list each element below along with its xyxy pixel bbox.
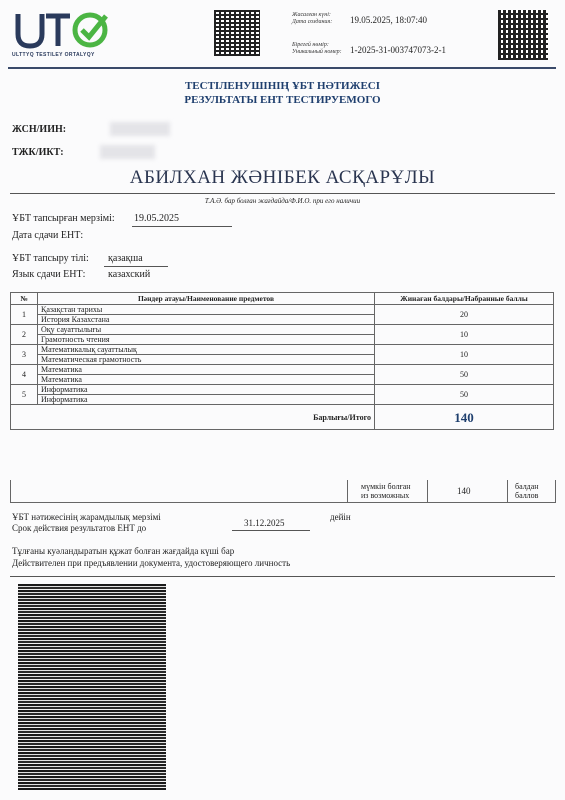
row-subject-kz: Информатика xyxy=(38,385,375,395)
table-row xyxy=(11,305,554,315)
exam-lang-value-kz: қазақша xyxy=(108,253,143,264)
points-label-kz: балдан xyxy=(515,482,539,491)
note-kz: Тұлғаны куәландыратын құжат болған жағдайда күші бар xyxy=(12,546,235,556)
created-value: 19.05.2025, 18:07:40 xyxy=(350,15,428,25)
row-score: 50 xyxy=(375,365,554,385)
total-value: 140 xyxy=(375,405,554,430)
points-label-ru: баллов xyxy=(515,491,539,500)
col-score-header: Жинаған балдары/Набранные баллы xyxy=(375,293,554,305)
created-block xyxy=(292,12,492,26)
logo-caption: ULTTYQ TESTILEY ORTALYQY xyxy=(12,52,95,58)
row-num: 3 xyxy=(11,345,38,365)
qr-code-top-left xyxy=(214,10,260,56)
number-value: 1-2025-31-003747073-2-1 xyxy=(350,45,446,55)
full-name: АБИЛХАН ЖӘНІБЕК АСҚАРҰЛЫ xyxy=(129,167,436,188)
row-subject-ru: История Казахстана xyxy=(38,315,375,325)
row-num: 1 xyxy=(11,305,38,325)
total-row xyxy=(11,405,554,430)
possible-label-kz: мүмкін болған xyxy=(361,482,411,491)
exam-lang-value-ru: казахский xyxy=(108,269,151,280)
row-score: 50 xyxy=(375,385,554,405)
footer-divider xyxy=(10,576,555,577)
row-score: 10 xyxy=(375,345,554,365)
exam-lang-label-kz: ҰБТ тапсыру тілі: xyxy=(12,253,89,264)
row-score: 10 xyxy=(375,325,554,345)
row-num: 4 xyxy=(11,365,38,385)
note-ru: Действителен при предъявлении документа, удостоверяющего личность xyxy=(12,558,291,568)
ikt-redacted xyxy=(100,145,155,159)
created-label-kz: Жасалған күні: xyxy=(292,12,331,18)
created-label-ru: Дата создания: xyxy=(292,19,333,25)
name-caption: Т.А.Ә. бар болған жағдайда/Ф.И.О. при его наличии xyxy=(204,197,361,205)
table-header-row xyxy=(11,293,554,305)
uto-logo xyxy=(12,8,112,60)
table-row xyxy=(11,365,554,375)
row-num: 2 xyxy=(11,325,38,345)
number-label-ru: Уникальный номер: xyxy=(292,49,342,55)
validity-suffix: дейін xyxy=(330,512,351,522)
total-label: Барлығы/Итого xyxy=(11,405,375,430)
ikt-label: ТЖК/ИКТ: xyxy=(12,147,64,158)
exam-date-value: 19.05.2025 xyxy=(134,213,179,224)
exam-date-underline xyxy=(132,226,232,227)
title-kz: ТЕСТІЛЕНУШІНІҢ ҰБТ НӘТИЖЕСІ xyxy=(184,80,381,92)
row-num: 5 xyxy=(11,385,38,405)
title-ru: РЕЗУЛЬТАТЫ ЕНТ ТЕСТИРУЕМОГО xyxy=(184,94,381,106)
subjects-table xyxy=(10,292,554,430)
exam-date-label-kz: ҰБТ тапсырған мерзімі: xyxy=(12,213,115,224)
exam-date-label-ru: Дата сдачи ЕНТ: xyxy=(12,230,84,241)
uto-logo-mark xyxy=(12,8,112,52)
validity-underline xyxy=(232,530,310,531)
col-subject-header: Пәндер атауы/Наименование предметов xyxy=(38,293,375,305)
col-num-header: № xyxy=(11,293,38,305)
validity-date: 31.12.2025 xyxy=(244,518,285,528)
row-subject-ru: Грамотность чтения xyxy=(38,335,375,345)
row-subject-kz: Математикалық сауаттылық xyxy=(38,345,375,355)
possible-value: 140 xyxy=(457,486,471,496)
row-score: 20 xyxy=(375,305,554,325)
number-block xyxy=(292,42,492,56)
iin-redacted xyxy=(110,122,170,136)
number-label-kz: Бірегей нөмір: xyxy=(292,42,329,48)
row-subject-kz: Қазақстан тарихы xyxy=(38,305,375,315)
header-divider xyxy=(8,67,556,69)
iin-label: ЖСН/ИИН: xyxy=(12,124,67,135)
table-row xyxy=(11,325,554,335)
possible-label-ru: из возможных xyxy=(361,491,410,500)
row-subject-ru: Математика xyxy=(38,375,375,385)
row-subject-kz: Оқу сауаттылығы xyxy=(38,325,375,335)
exam-lang-underline xyxy=(104,266,168,267)
name-underline xyxy=(10,193,555,194)
validity-label-kz: ҰБТ нәтижесінің жарамдылық мерзімі xyxy=(12,512,161,522)
qr-code-large xyxy=(18,584,166,790)
row-subject-ru: Информатика xyxy=(38,395,375,405)
row-subject-ru: Математическая грамотность xyxy=(38,355,375,365)
exam-lang-label-ru: Язык сдачи ЕНТ: xyxy=(12,269,86,280)
validity-label-ru: Срок действия результатов ЕНТ до xyxy=(12,523,147,533)
row-subject-kz: Математика xyxy=(38,365,375,375)
possible-row xyxy=(10,480,556,503)
table-row xyxy=(11,385,554,395)
qr-code-top-right xyxy=(498,10,548,60)
table-row xyxy=(11,345,554,355)
